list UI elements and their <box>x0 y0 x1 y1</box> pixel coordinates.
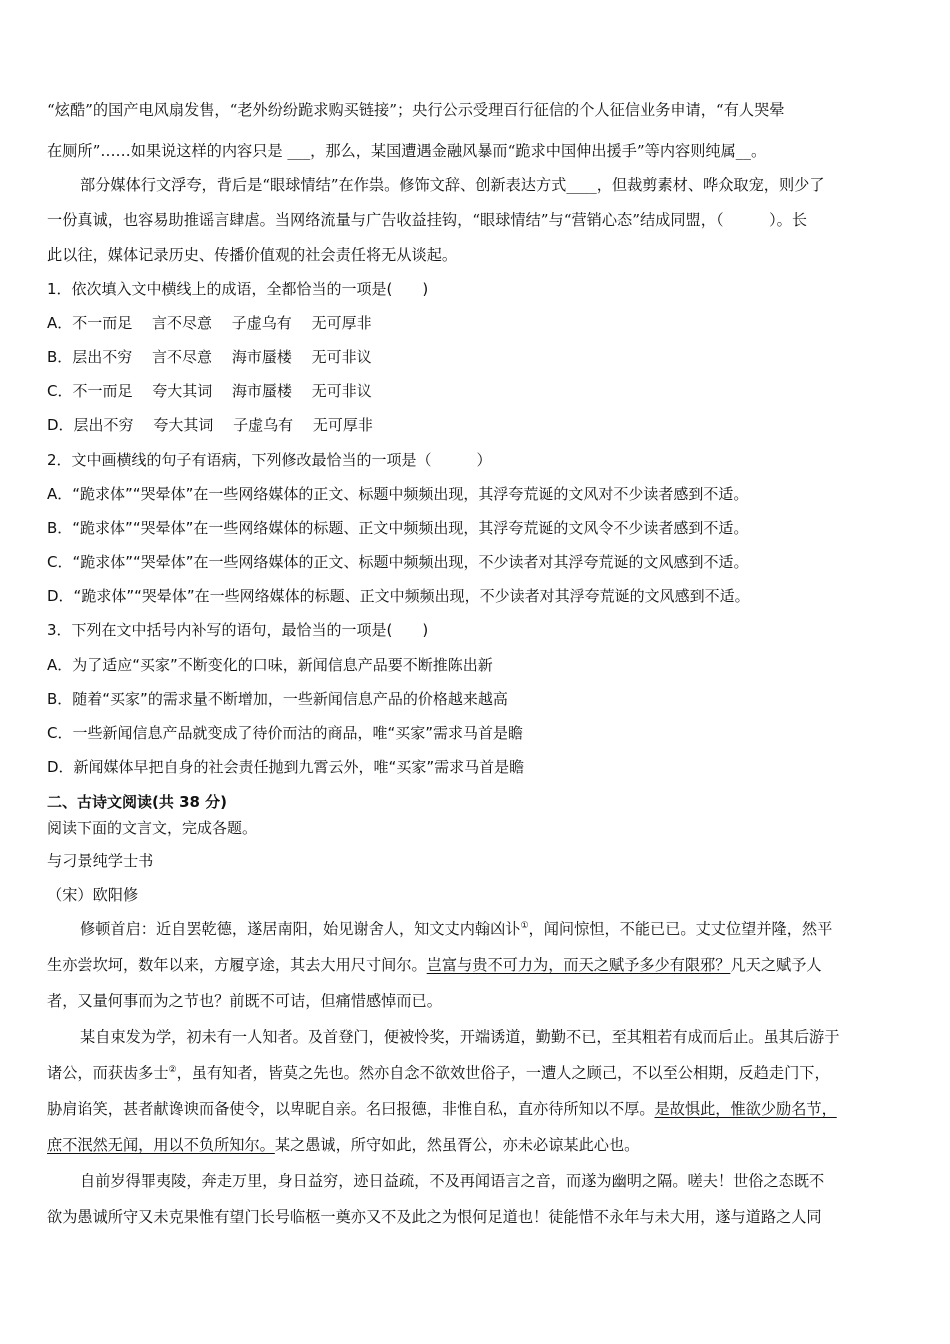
question-2-option-c[interactable]: C．“跪求体”“哭晕体”在一些网络媒体的正文、标题中频频出现，不少读者对其浮夸荒诞的文风感到不适。 <box>47 553 749 571</box>
essay-line <box>47 1135 639 1155</box>
passage-line: 在厕所”……如果说这样的内容只是 ___，那么，某国遭遇金融风暴而“跪求中国伸出援手”等内容则纯属__。 <box>47 142 767 160</box>
section-instruction: 阅读下面的文言文，完成各题。 <box>47 819 258 837</box>
footnote-marker[interactable]: ① <box>520 920 529 931</box>
question-2-option-b[interactable]: B．“跪求体”“哭晕体”在一些网络媒体的标题、正文中频频出现，其浮夸荒诞的文风令不少读者感到不适。 <box>47 519 749 537</box>
essay-text: 修顿首启：近自罢乾德，遂居南阳，始见谢舍人，知文丈内翰凶讣 <box>80 920 521 938</box>
question-1-option-c[interactable]: C．不一而足 夸大其词 海市蜃楼 无可非议 <box>47 382 372 400</box>
question-3-option-b[interactable]: B．随着“买家”的需求量不断增加，一些新闻信息产品的价格越来越高 <box>47 690 508 708</box>
essay-text: 胁肩谄笑，甚者献谗谀而备使令，以卑昵自亲。名曰报德，非惟自私，直亦待所知以不厚。 <box>47 1100 655 1118</box>
essay-line: 自前岁得罪夷陵，奔走万里，身日益穷，迹日益疏，不及再闻语言之音，而遂为幽明之隔。嗟夫！世俗之态既不 <box>80 1172 825 1190</box>
essay-line: 欲为愚诚所守又未克果惟有望门长号临柩一奠亦又不及此之为恨何足道也！徒能惜不永年与未大用，遂与道路之人同 <box>47 1208 822 1226</box>
question-3-stem: 3．下列在文中括号内补写的语句，最恰当的一项是( ) <box>47 621 429 639</box>
essay-text: 某之愚诚，所守如此，然虽胥公，亦未必谅某此心也。 <box>274 1136 640 1154</box>
question-2-option-a[interactable]: A．“跪求体”“哭晕体”在一些网络媒体的正文、标题中频频出现，其浮夸荒诞的文风对不少读者感到不适。 <box>47 485 749 503</box>
essay-line <box>47 1063 830 1083</box>
question-1-option-d[interactable]: D．层出不穷 夸大其词 子虚乌有 无可厚非 <box>47 416 373 434</box>
underlined-sentence: 岂富与贵不可力为，而天之赋予多少有限邪？ <box>426 956 731 974</box>
essay-author: （宋）欧阳修 <box>47 886 139 904</box>
essay-text: ，虽有知者，皆莫之先也。然亦自念不欲效世俗子，一遭人之顾己，不以至公相期，反趋走门下， <box>176 1064 830 1082</box>
essay-line: 者，又量何事而为之节也？前既不可诘，但痛惜感悼而已。 <box>47 992 442 1010</box>
question-1-option-b[interactable]: B．层出不穷 言不尽意 海市蜃楼 无可非议 <box>47 348 372 366</box>
question-1-option-a[interactable]: A．不一而足 言不尽意 子虚乌有 无可厚非 <box>47 314 372 332</box>
essay-text: ，闻问惊怛，不能已已。丈丈位望并隆，然平 <box>528 920 833 938</box>
question-3-option-d[interactable]: D．新闻媒体早把自身的社会责任抛到九霄云外，唯“买家”需求马首是瞻 <box>47 758 525 776</box>
passage-line: 此以往，媒体记录历史、传播价值观的社会责任将无从谈起。 <box>47 246 458 264</box>
essay-line: 某自束发为学，初未有一人知者。及首登门，便被怜奖，开端诱道，勤勤不已，至其粗若有成而后止。虽其后游于 <box>80 1028 840 1046</box>
essay-title: 与刁景纯学士书 <box>47 852 154 870</box>
question-2-stem: 2．文中画横线的句子有语病，下列修改最恰当的一项是（ ） <box>47 451 492 469</box>
essay-text: 生亦尝坎坷，数年以来，方履亨途，其去大用尺寸间尔。 <box>47 956 427 974</box>
footnote-marker[interactable]: ② <box>168 1064 177 1075</box>
section-heading: 二、古诗文阅读(共 38 分) <box>47 793 228 811</box>
essay-text: 诸公，而获齿多士 <box>47 1064 169 1082</box>
essay-text: 凡天之赋予人 <box>730 956 822 974</box>
essay-line <box>47 1099 837 1119</box>
passage-line: “炫酷”的国产电风扇发售，“老外纷纷跪求购买链接”；央行公示受理百行征信的个人征信业务申请，“有人哭晕 <box>47 101 785 119</box>
passage-line: 一份真诚，也容易助推谣言肆虐。当网络流量与广告收益挂钩，“眼球情结”与“营销心态”结成同盟，（ ）。长 <box>47 211 808 229</box>
underlined-sentence: 庶不泯然无闻，用以不负所知尔。 <box>47 1136 275 1154</box>
essay-line <box>80 919 832 939</box>
question-2-option-d[interactable]: D．“跪求体”“哭晕体”在一些网络媒体的标题、正文中频频出现，不少读者对其浮夸荒诞的文风感到不适。 <box>47 587 750 605</box>
passage-line: 部分媒体行文浮夸，背后是“眼球情结”在作祟。修饰文辞、创新表达方式____，但裁剪素材、哗众取宠，则少了 <box>80 176 825 194</box>
question-1-stem: 1．依次填入文中横线上的成语，全都恰当的一项是( ) <box>47 280 429 298</box>
underlined-sentence: 是故惧此，惟欲少励名节， <box>654 1100 837 1118</box>
essay-line <box>47 955 822 975</box>
question-3-option-c[interactable]: C．一些新闻信息产品就变成了待价而沽的商品，唯“买家”需求马首是瞻 <box>47 724 524 742</box>
question-3-option-a[interactable]: A．为了适应“买家”不断变化的口味，新闻信息产品要不断推陈出新 <box>47 656 493 674</box>
